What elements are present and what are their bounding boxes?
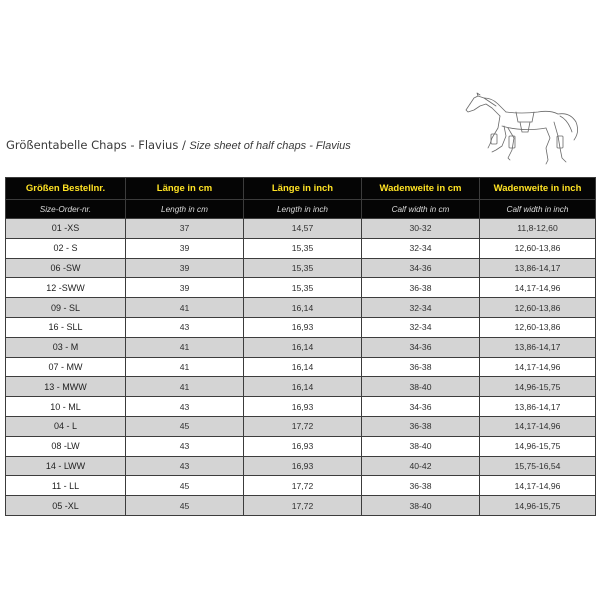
cell-length-inch: 15,35 (244, 278, 362, 298)
cell-length-cm: 39 (126, 278, 244, 298)
cell-length-inch: 16,93 (244, 436, 362, 456)
table-row (6, 416, 596, 436)
cell-length-inch: 14,57 (244, 219, 362, 239)
cell-length-cm: 45 (126, 416, 244, 436)
cell-length-inch: 16,14 (244, 337, 362, 357)
subheader-length-cm: Length in cm (126, 200, 244, 219)
cell-calf-inch: 14,17-14,96 (480, 416, 596, 436)
table-row (6, 397, 596, 417)
cell-calf-inch: 12,60-13,86 (480, 317, 596, 337)
cell-calf-inch: 14,17-14,96 (480, 476, 596, 496)
cell-calf-cm: 32-34 (362, 298, 480, 318)
cell-length-cm: 43 (126, 317, 244, 337)
cell-size: 12 -SWW (6, 278, 126, 298)
cell-calf-inch: 15,75-16,54 (480, 456, 596, 476)
cell-length-inch: 15,35 (244, 238, 362, 258)
cell-calf-inch: 14,96-15,75 (480, 377, 596, 397)
cell-length-cm: 39 (126, 238, 244, 258)
cell-size: 06 -SW (6, 258, 126, 278)
table-row (6, 337, 596, 357)
header-length-inch: Länge in inch (244, 178, 362, 200)
cell-length-inch: 16,14 (244, 357, 362, 377)
table-row (6, 238, 596, 258)
cell-calf-cm: 36-38 (362, 278, 480, 298)
cell-calf-inch: 13,86-14,17 (480, 397, 596, 417)
cell-calf-inch: 12,60-13,86 (480, 298, 596, 318)
cell-calf-inch: 11,8-12,60 (480, 219, 596, 239)
table-row (6, 377, 596, 397)
table-row (6, 496, 596, 516)
cell-size: 03 - M (6, 337, 126, 357)
cell-size: 14 - LWW (6, 456, 126, 476)
cell-length-cm: 45 (126, 496, 244, 516)
cell-length-cm: 41 (126, 357, 244, 377)
cell-size: 04 - L (6, 416, 126, 436)
cell-length-cm: 45 (126, 476, 244, 496)
table-row (6, 298, 596, 318)
cell-size: 08 -LW (6, 436, 126, 456)
subheader-calf-width-cm: Calf width in cm (362, 200, 480, 219)
cell-length-inch: 16,93 (244, 456, 362, 476)
cell-length-cm: 43 (126, 436, 244, 456)
cell-calf-inch: 14,96-15,75 (480, 496, 596, 516)
cell-size: 01 -XS (6, 219, 126, 239)
header-calf-width-cm: Wadenweite in cm (362, 178, 480, 200)
cell-size: 10 - ML (6, 397, 126, 417)
table-row (6, 456, 596, 476)
cell-size: 13 - MWW (6, 377, 126, 397)
cell-calf-cm: 32-34 (362, 317, 480, 337)
cell-size: 02 - S (6, 238, 126, 258)
cell-length-inch: 16,93 (244, 397, 362, 417)
cell-calf-inch: 14,96-15,75 (480, 436, 596, 456)
header-size-order: Größen Bestellnr. (6, 178, 126, 200)
title-english: Size sheet of half chaps - Flavius (189, 140, 351, 152)
table-row (6, 357, 596, 377)
cell-length-inch: 16,14 (244, 298, 362, 318)
cell-calf-inch: 14,17-14,96 (480, 357, 596, 377)
header-length-cm: Länge in cm (126, 178, 244, 200)
table-header-row (6, 178, 596, 200)
cell-length-inch: 16,93 (244, 317, 362, 337)
cell-length-inch: 17,72 (244, 416, 362, 436)
cell-calf-inch: 12,60-13,86 (480, 238, 596, 258)
cell-calf-cm: 34-36 (362, 337, 480, 357)
subheader-size-order: Size-Order-nr. (6, 200, 126, 219)
cell-length-cm: 41 (126, 337, 244, 357)
table-subheader-row (6, 200, 596, 219)
cell-calf-cm: 40-42 (362, 456, 480, 476)
cell-calf-inch: 13,86-14,17 (480, 337, 596, 357)
cell-size: 16 - SLL (6, 317, 126, 337)
cell-size: 09 - SL (6, 298, 126, 318)
cell-calf-cm: 34-36 (362, 397, 480, 417)
cell-length-cm: 43 (126, 397, 244, 417)
cell-length-cm: 41 (126, 298, 244, 318)
cell-length-cm: 43 (126, 456, 244, 476)
cell-length-inch: 15,35 (244, 258, 362, 278)
cell-length-inch: 17,72 (244, 476, 362, 496)
cell-size: 07 - MW (6, 357, 126, 377)
cell-length-inch: 16,14 (244, 377, 362, 397)
cell-calf-cm: 30-32 (362, 219, 480, 239)
table-row (6, 278, 596, 298)
cell-calf-cm: 36-38 (362, 416, 480, 436)
cell-size: 05 -XL (6, 496, 126, 516)
cell-calf-cm: 32-34 (362, 238, 480, 258)
cell-calf-cm: 38-40 (362, 377, 480, 397)
subheader-calf-width-inch: Calf width in inch (480, 200, 596, 219)
cell-length-cm: 37 (126, 219, 244, 239)
cell-calf-cm: 36-38 (362, 476, 480, 496)
cell-length-cm: 41 (126, 377, 244, 397)
cell-calf-inch: 13,86-14,17 (480, 258, 596, 278)
size-table (5, 177, 596, 516)
table-row (6, 258, 596, 278)
cell-calf-inch: 14,17-14,96 (480, 278, 596, 298)
cell-calf-cm: 38-40 (362, 496, 480, 516)
table-row (6, 317, 596, 337)
subheader-length-inch: Length in inch (244, 200, 362, 219)
cell-calf-cm: 36-38 (362, 357, 480, 377)
title-german: Größentabelle Chaps - Flavius / (6, 138, 186, 152)
cell-length-inch: 17,72 (244, 496, 362, 516)
table-row (6, 436, 596, 456)
cell-calf-cm: 38-40 (362, 436, 480, 456)
horse-with-chaps-icon (462, 92, 588, 172)
page-title (6, 138, 351, 152)
table-row (6, 219, 596, 239)
header-calf-width-inch: Wadenweite in inch (480, 178, 596, 200)
cell-length-cm: 39 (126, 258, 244, 278)
table-row (6, 476, 596, 496)
cell-size: 11 - LL (6, 476, 126, 496)
cell-calf-cm: 34-36 (362, 258, 480, 278)
